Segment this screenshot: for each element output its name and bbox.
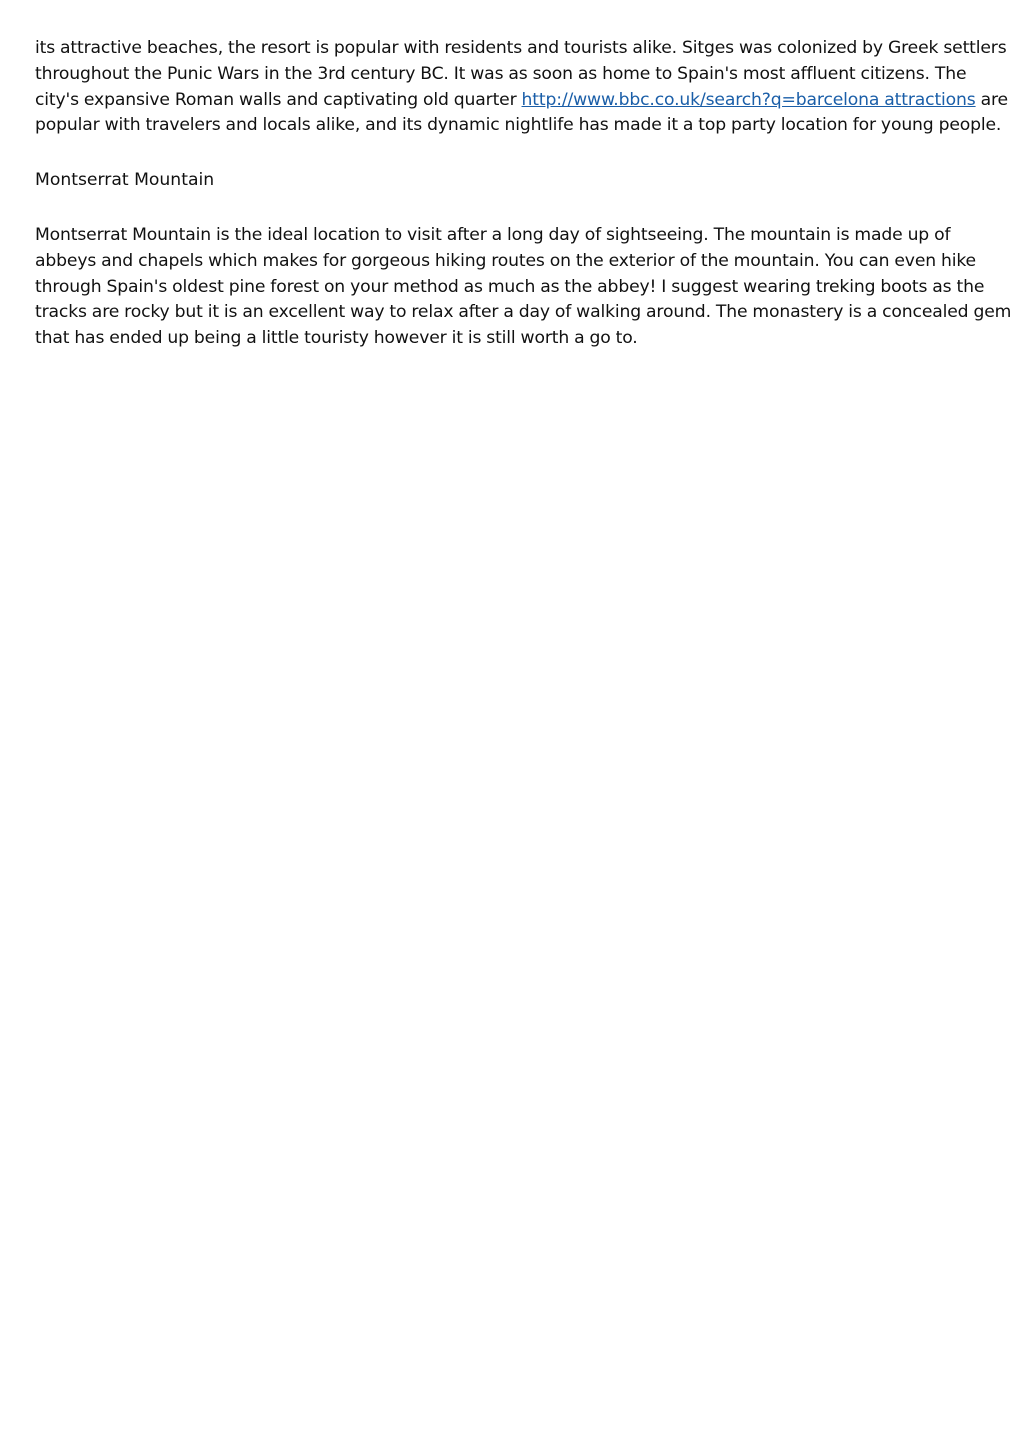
text-line: its attractive beaches, the resort is popular with residents and tourists alike. Sitges was colonized by Greek settlers [35,38,1007,58]
bbc-search-link[interactable]: http://www.bbc.co.uk/search?q=barcelona attractions [521,89,976,110]
text-line: popular with travelers and locals alike, and its dynamic nightlife has made it a top party location for young people. [35,115,1002,136]
text-line: through Spain's oldest pine forest on your method as much as the abbey! I suggest wearing treking boots as the [35,276,985,297]
document-page [35,36,1012,381]
paragraph-montserrat [35,223,1012,352]
text-line: Montserrat Mountain is the ideal location to visit after a long day of sightseeing. The mountain is made up of [35,224,951,245]
text-line: throughout the Punic Wars in the 3rd century BC. It was as soon as home to Spain's most affluent citizens. The [35,63,967,84]
paragraph-sitges [35,36,1008,139]
text-line: tracks are rocky but it is an excellent way to relax after a day of walking around. The monastery is a concealed gem [35,302,1012,323]
section-heading-montserrat: Montserrat Mountain [35,170,215,191]
text-segment: are [975,89,1008,110]
text-line: abbeys and chapels which makes for gorgeous hiking routes on the exterior of the mountain. You can even hike [35,250,976,271]
text-line-with-link [35,88,1008,114]
text-line: that has ended up being a little touristy however it is still worth a go to. [35,328,638,349]
text-segment: city's expansive Roman walls and captivating old quarter [35,89,522,110]
